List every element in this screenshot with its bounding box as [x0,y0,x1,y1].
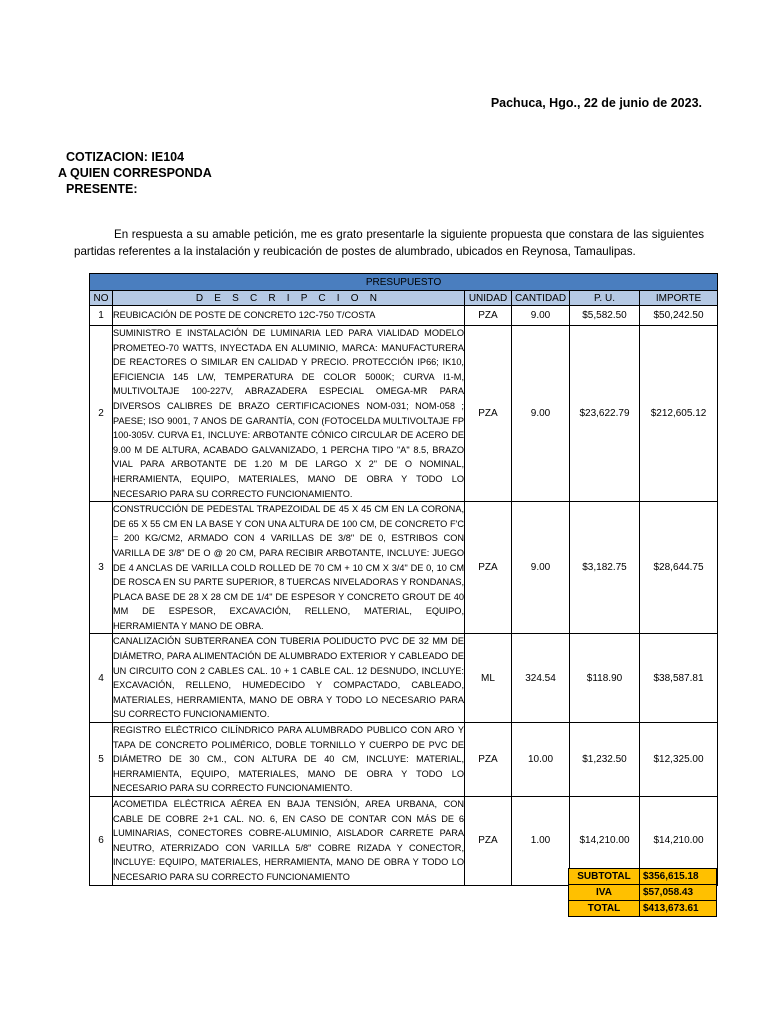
row-description: REGISTRO ELÉCTRICO CILÍNDRICO PARA ALUMBRADO PUBLICO CON ARO Y TAPA DE CONCRETO POLIMÉRICO, DOBLE TORNILLO Y CUERPO DE PVC DE DIÁMETRO DE 30 CM., CON ALTURA DE 40 CM, INCLUYE: MATERIAL, HERRAMIENTA, EQUIPO, MATERIALES, MANO DE OBRA Y TODO LO NECESARIO PARA SU CORRECTO FUNCIONAMIENTO. [113,723,465,797]
row-description: REUBICACIÓN DE POSTE DE CONCRETO 12C-750 T/COSTA [113,306,465,326]
row-no: 1 [90,306,113,326]
row-unit: ML [465,634,512,723]
row-unit-price: $3,182.75 [570,502,640,634]
row-unit: PZA [465,306,512,326]
row-amount: $28,644.75 [640,502,718,634]
row-description: ACOMETIDA ELÉCTRICA AÉREA EN BAJA TENSIÓN, AREA URBANA, CON CABLE DE COBRE 2+1 CAL. NO. 6, EN CASO DE CONTAR CON MÁS DE 6 LUMINARIAS, CONECTORES COBRE-ALUMINIO, AISLADOR CARRETE PARA NEUTRO, ATERRIZADO CON VARILLA 5/8" COBRE RIZADA Y CONECTOR, INCLUYE: EQUIPO, MATERIALES, HERRAMIENTA, MANO DE OBRA Y TODO LO NECESARIO PARA SU CORRECTO FUNCIONAMIENTO [113,797,465,886]
row-no: 6 [90,797,113,886]
row-unit: PZA [465,797,512,886]
row-amount: $12,325.00 [640,723,718,797]
row-quantity: 10.00 [512,723,570,797]
row-unit: PZA [465,502,512,634]
row-unit: PZA [465,326,512,502]
total-row [569,901,717,917]
recipient: A QUIEN CORRESPONDA [58,166,212,180]
table-row [90,723,718,797]
col-header-description: D E S C R I P C I O N [113,291,465,306]
row-quantity: 9.00 [512,502,570,634]
col-header-unit: UNIDAD [465,291,512,306]
quote-number: COTIZACION: IE104 [66,150,185,164]
iva-label: IVA [569,885,640,901]
total-label: TOTAL [569,901,640,917]
row-description: SUMINISTRO E INSTALACIÓN DE LUMINARIA LED PARA VIALIDAD MODELO PROMETEO-70 WATTS, INYECTADA EN ALUMINIO, MARCA: MANUFACTURERA DE REACTORES O SIMILAR EN CALIDAD Y PRECIO. PROTECCIÓN IP66; IK10, EFICIENCIA 145 L/W, TEMPERATURA DE COLOR 5000K; CURVA I1-M, MULTIVOLTAJE 100-227V, ABRAZADERA ESPECIAL OMEGA-MR PARA DIVERSOS CALIBRES DE BRAZO CERTIFICACIONES NOM-031; NOM-058 ; PAESE; ISO 9001, 7 ANOS DE GARANTÍA, CON (FOTOCELDA MULTIVOLTAJE FP 100-305V. CURVA E1, INCLUYE: ARBOTANTE CÓNICO CIRCULAR DE ACERO DE 9.00 M DE ALTURA, ACABADO GALVANIZADO, 1 PERCHA TIPO "A" 8.5, BRAZO VIAL PARA ARBOTANTE DE 1.20 M DE LARGO X 2" DE O NOMINAL, HERRAMIENTA, EQUIPO, MATERIALES, MANO DE OBRA Y TODO LO NECESARIO PARA SU CORRECTO FUNCIONAMIENTO. [113,326,465,502]
row-no: 3 [90,502,113,634]
row-amount: $212,605.12 [640,326,718,502]
table-row [90,326,718,502]
table-row [90,634,718,723]
greeting: PRESENTE: [66,182,138,196]
iva-row [569,885,717,901]
total-value: $413,673.61 [640,901,717,917]
table-title-row [90,274,718,291]
row-no: 5 [90,723,113,797]
document-date: Pachuca, Hgo., 22 de junio de 2023. [490,96,702,110]
budget-table [89,273,718,886]
row-unit-price: $1,232.50 [570,723,640,797]
subtotal-value: $356,615.18 [640,869,717,885]
row-amount: $38,587.81 [640,634,718,723]
row-description: CANALIZACIÓN SUBTERRANEA CON TUBERIA POLIDUCTO PVC DE 32 MM DE DIÁMETRO, PARA ALIMENTACIÓN DE ALUMBRADO EXTERIOR Y CABLEADO DE UN CIRCUITO CON 2 CABLES CAL. 10 + 1 CABLE CAL. 12 DESNUDO, INCLUYE: EXCAVACIÓN, RELLENO, HUMEDECIDO Y COMPACTADO, CABLEADO, MATERIALES, HERRAMIENTA, MANO DE OBRA Y TODO LO NECESARIO PARA SU CORRECTO FUNCIONAMIENTO. [113,634,465,723]
letter-heading [58,149,212,197]
col-header-amount: IMPORTE [640,291,718,306]
table-header-row [90,291,718,306]
iva-value: $57,058.43 [640,885,717,901]
row-unit-price: $23,622.79 [570,326,640,502]
intro-paragraph: En respuesta a su amable petición, me es grato presentarle la siguiente propuesta que constara de las siguientes partidas referentes a la instalación y reubicación de postes de alumbrado, ubicados en Reynosa, Tamaulipas. [74,228,704,258]
row-no: 4 [90,634,113,723]
row-quantity: 1.00 [512,797,570,886]
row-quantity: 9.00 [512,306,570,326]
table-row [90,306,718,326]
row-amount: $14,210.00 [640,797,718,886]
row-amount: $50,242.50 [640,306,718,326]
col-header-quantity: CANTIDAD [512,291,570,306]
row-quantity: 324.54 [512,634,570,723]
row-unit-price: $118.90 [570,634,640,723]
row-quantity: 9.00 [512,326,570,502]
row-unit: PZA [465,723,512,797]
table-title: PRESUPUESTO [90,274,718,291]
col-header-no: NO [90,291,113,306]
table-row [90,502,718,634]
subtotal-row [569,869,717,885]
row-unit-price: $5,582.50 [570,306,640,326]
row-unit-price: $14,210.00 [570,797,640,886]
col-header-unit-price: P. U. [570,291,640,306]
row-no: 2 [90,326,113,502]
row-description: CONSTRUCCIÓN DE PEDESTAL TRAPEZOIDAL DE 45 X 45 CM EN LA CORONA, DE 65 X 55 CM EN LA BASE Y CON UNA ALTURA DE 100 CM, DE CONCRETO F'C = 200 KG/CM2, ARMADO CON 4 VARILLAS DE 3/8" DE 0, ESTRIBOS CON VARILLA DE 3/8" DE O @ 20 CM, PARA RECIBIR ARBOTANTE, INCLUYE: JUEGO DE 4 ANCLAS DE VARILLA COLD ROLLED DE 70 CM + 10 CM X 3/4" DE 0, 10 CM DE ROSCA EN SU PARTE SUPERIOR, 8 TUERCAS NIVELADORAS Y RONDANAS, PLACA BASE DE 28 X 28 CM DE 1/4" DE ESPESOR Y CONCRETO GROUT DE 40 MM DE ESPESOR, EXCAVACIÓN, RELLENO, MATERIAL, EQUIPO, HERRAMIENTA Y MANO DE OBRA. [113,502,465,634]
subtotal-label: SUBTOTAL [569,869,640,885]
totals-table [568,868,717,917]
